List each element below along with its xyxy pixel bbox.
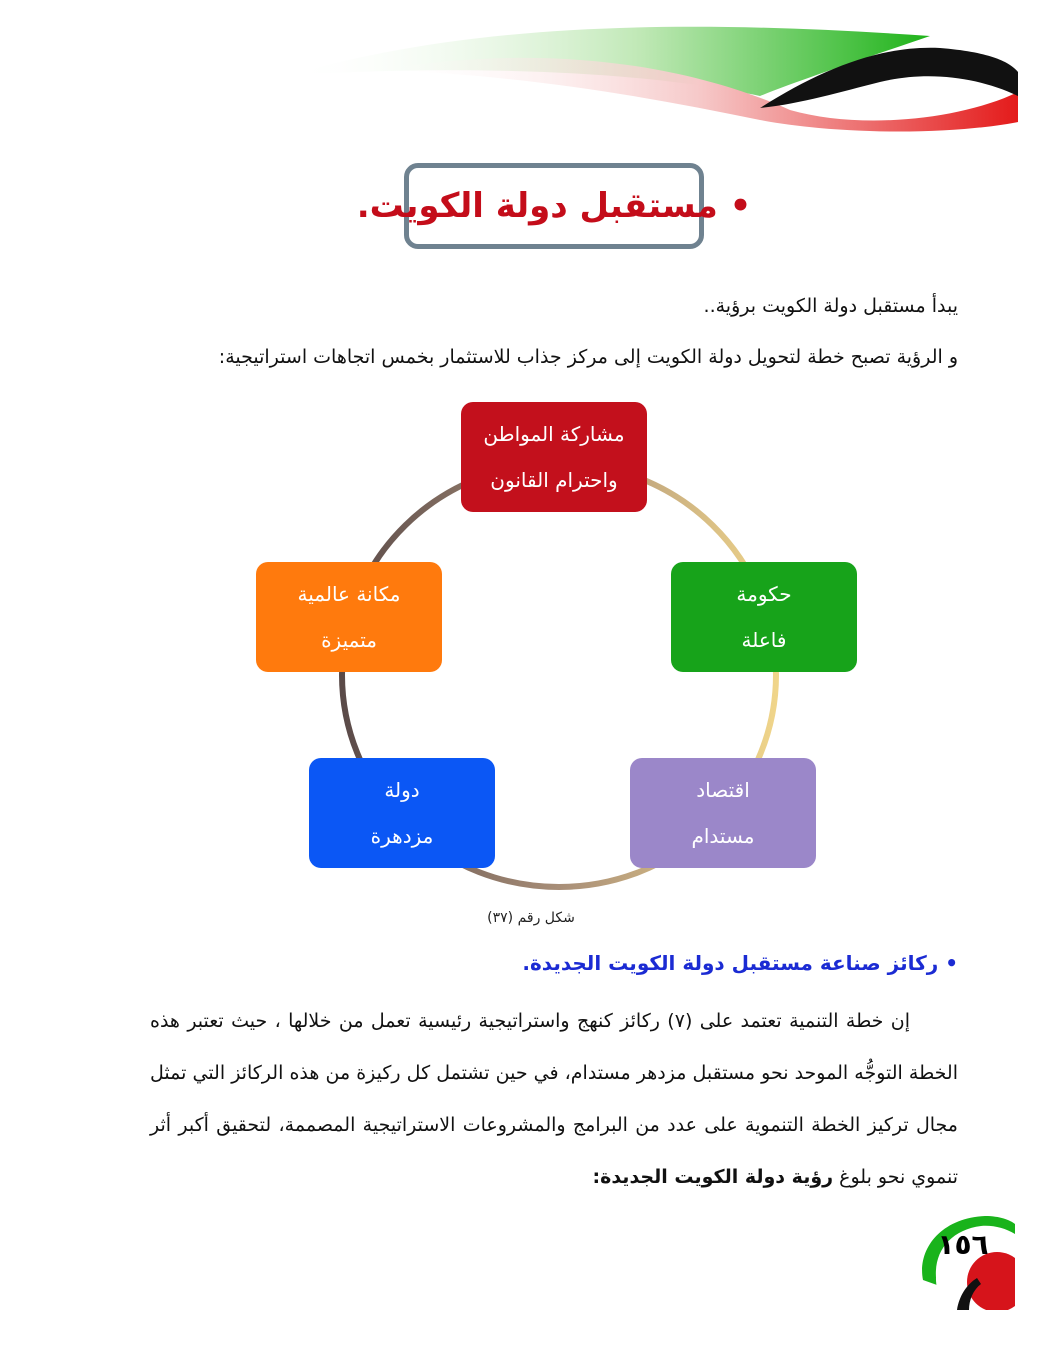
page-title: • مستقبل دولة الكويت. (356, 186, 752, 226)
body-text-bold: رؤية دولة الكويت الجديدة: (592, 1166, 834, 1188)
node-prosperous-state (309, 758, 495, 868)
node-global-line2: متميزة (321, 628, 377, 652)
header-flag-swoosh (0, 0, 1062, 150)
body-paragraph (150, 995, 958, 1203)
intro-line-2: و الرؤية تصبح خطة لتحويل دولة الكويت إلى مركز جذاب للاستثمار بخمس اتجاهات استراتيجية: (218, 346, 958, 368)
node-citizen-participation (461, 402, 647, 512)
node-government-line2: فاعلة (741, 628, 787, 652)
body-text-main: إن خطة التنمية تعتمد على (٧) ركائز كنهج واستراتيجية رئيسية تعمل من خلالها ، حيث تعتبر هذه الخطة التوجُّه الموحد نحو مستقبل مزدهر مستدام، في حين تشتمل كل ركيزة من هذه الركائز التي تمثل مجال تركيز الخطة التنموية على عدد من البرامج والمشروعات الاستراتيجية المصممة، لتحقيق أكبر أثر تنموي نحو بلوغ (150, 1010, 958, 1188)
node-government-line1: حكومة (736, 582, 792, 606)
node-citizen-line1: مشاركة المواطن (483, 422, 625, 446)
intro-line-1: يبدأ مستقبل دولة الكويت برؤية.. (703, 295, 958, 317)
node-global-position (256, 562, 442, 672)
section-heading: • ركائز صناعة مستقبل دولة الكويت الجديدة. (522, 951, 958, 975)
title-frame (356, 163, 752, 249)
node-effective-government (671, 562, 857, 672)
node-global-line1: مكانة عالمية (297, 582, 401, 606)
page-number: ١٥٦ (937, 1228, 989, 1261)
node-citizen-line2: واحترام القانون (490, 468, 618, 492)
node-economy-line2: مستدام (691, 824, 755, 848)
node-state-line1: دولة (384, 778, 420, 802)
node-sustainable-economy (630, 758, 816, 868)
node-economy-line1: اقتصاد (696, 778, 750, 802)
figure-caption: شكل رقم (٣٧) (487, 910, 575, 926)
node-state-line2: مزدهرة (370, 824, 434, 848)
